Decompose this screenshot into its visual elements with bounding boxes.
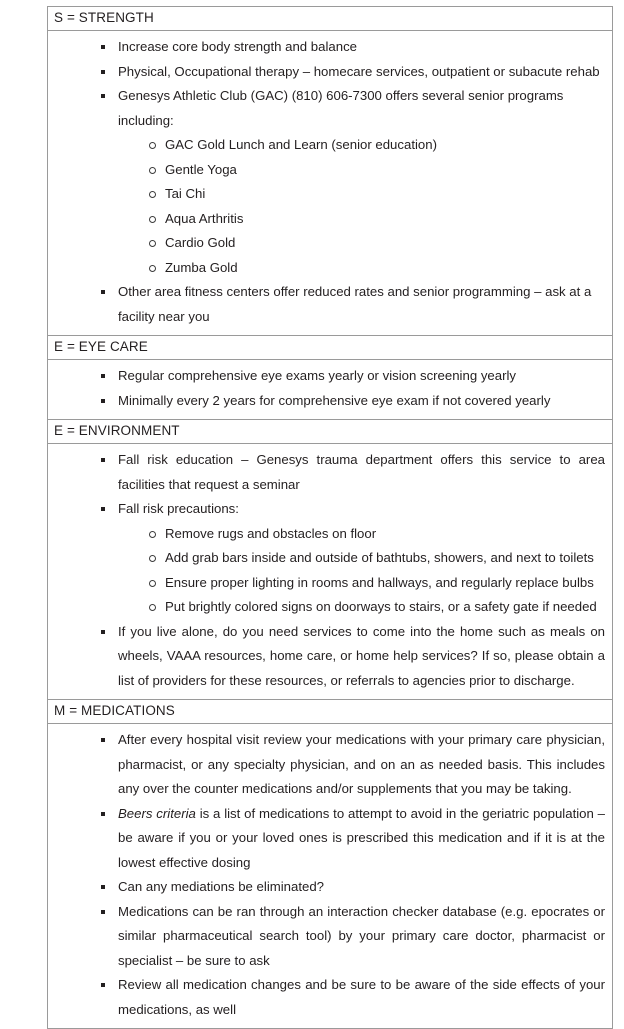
section-header-row-environment [48, 420, 613, 444]
section-header-row-medications [48, 700, 613, 724]
bullet-item: Fall risk precautions: Remove rugs and obstacles on floor Add grab bars inside and outside of bathtubs, showers, and next to toilets Ensure proper lighting in rooms and hallways, and regularly replace bulbs Put brightly colored signs on doorways to stairs, or a safety gate if needed [48, 497, 605, 620]
bullet-item: Regular comprehensive eye exams yearly or vision screening yearly [48, 364, 605, 389]
sub-bullet-list [118, 522, 605, 620]
sub-bullet-list [118, 133, 605, 280]
bullet-item: Medications can be ran through an interaction checker database (e.g. epocrates or similar pharmaceutical search tool) by your primary care doctor, pharmacist or specialist – be sure to ask [48, 900, 605, 974]
sub-bullet-item: GAC Gold Lunch and Learn (senior education) [48, 133, 605, 158]
section-header-strength: S = STRENGTH [48, 7, 613, 31]
sub-bullet-item: Cardio Gold [48, 231, 605, 256]
bullet-item: Beers criteria is a list of medications to attempt to avoid in the geriatric population – be aware if you or your loved ones is prescribed this medication and if it is at the lowest effective dosing [48, 802, 605, 876]
bullet-item: Genesys Athletic Club (GAC) (810) 606-7300 offers several senior programs including: GAC Gold Lunch and Learn (senior education) Gentle Yoga Tai Chi Aqua Arthritis Cardio Gold Zumba Gold [48, 84, 605, 280]
sub-bullet-item: Aqua Arthritis [48, 207, 605, 232]
section-header-row-strength [48, 7, 613, 31]
bullet-item: Minimally every 2 years for comprehensive eye exam if not covered yearly [48, 389, 605, 414]
bullet-list-medications [48, 728, 605, 1022]
sub-bullet-item: Tai Chi [48, 182, 605, 207]
sub-bullet-item: Zumba Gold [48, 256, 605, 281]
bullet-item: Fall risk education – Genesys trauma department offers this service to area facilities that request a seminar [48, 448, 605, 497]
bullet-list-environment [48, 448, 605, 693]
section-body-environment [48, 444, 613, 700]
section-header-medications: M = MEDICATIONS [48, 700, 613, 724]
bullet-item: Other area fitness centers offer reduced rates and senior programming – ask at a facility near you [48, 280, 605, 329]
bullet-item: After every hospital visit review your medications with your primary care physician, pharmacist, or any specialty physician, and on an as needed basis. This includes any over the counter medications and/or supplements that you may be taking. [48, 728, 605, 802]
sub-bullet-item: Ensure proper lighting in rooms and hallways, and regularly replace bulbs [48, 571, 605, 596]
section-body-strength [48, 31, 613, 336]
bullet-list-strength [48, 35, 605, 329]
section-body-medications [48, 724, 613, 1029]
section-body-eye-care [48, 360, 613, 420]
section-body-row-eye-care [48, 360, 613, 420]
section-body-row-environment [48, 444, 613, 700]
sub-bullet-item: Put brightly colored signs on doorways to stairs, or a safety gate if needed [48, 595, 605, 620]
bullet-item: Physical, Occupational therapy – homecare services, outpatient or subacute rehab [48, 60, 605, 85]
section-body-row-strength [48, 31, 613, 336]
section-header-environment: E = ENVIRONMENT [48, 420, 613, 444]
bullet-item: Can any mediations be eliminated? [48, 875, 605, 900]
section-body-row-medications [48, 724, 613, 1029]
bullet-item: Increase core body strength and balance [48, 35, 605, 60]
sub-bullet-item: Remove rugs and obstacles on floor [48, 522, 605, 547]
bullet-item: If you live alone, do you need services to come into the home such as meals on wheels, VAAA resources, home care, or home help services? If so, please obtain a list of providers for these resources, or referrals to agencies prior to discharge. [48, 620, 605, 694]
checklist-table-body [48, 7, 613, 1029]
bullet-list-eye-care [48, 364, 605, 413]
checklist-table [47, 6, 613, 1029]
italic-term: Beers criteria [118, 805, 196, 821]
section-header-eye-care: E = EYE CARE [48, 336, 613, 360]
sub-bullet-item: Gentle Yoga [48, 158, 605, 183]
section-header-row-eye-care [48, 336, 613, 360]
sub-bullet-item: Add grab bars inside and outside of bathtubs, showers, and next to toilets [48, 546, 605, 571]
bullet-item: Review all medication changes and be sure to be aware of the side effects of your medications, as well [48, 973, 605, 1022]
